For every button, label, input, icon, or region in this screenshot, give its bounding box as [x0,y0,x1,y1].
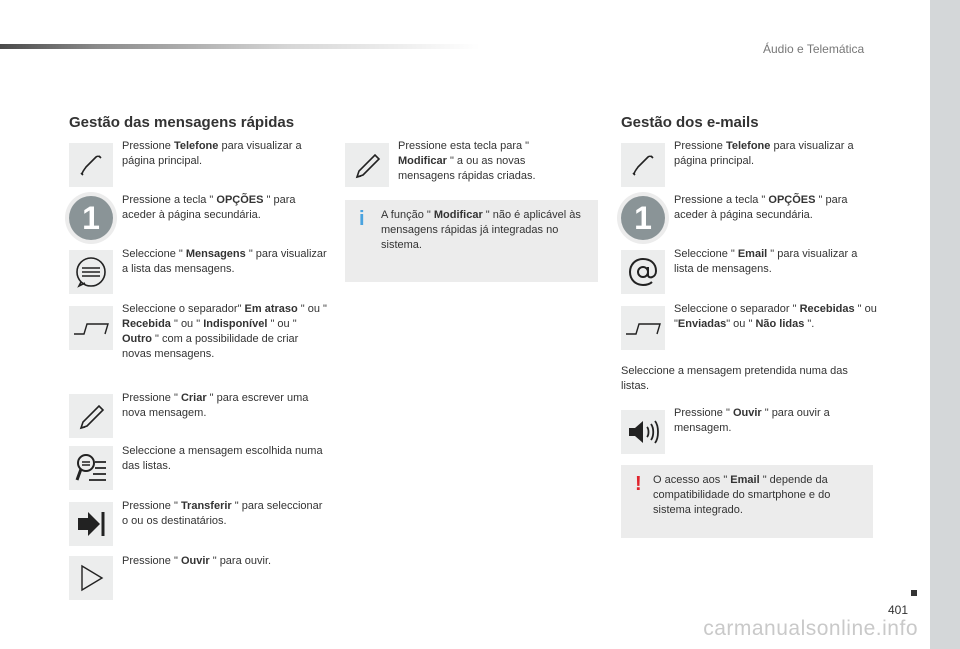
email-tab-icon [621,306,665,350]
right-step-3: Seleccione " Email " para visualizar a lista de mensagens. [674,248,858,275]
left-step-1: Pressione Telefone para visualizar a página principal. [122,140,302,167]
phone-icon [69,143,113,187]
section-title: Áudio e Telemática [763,42,865,56]
right-step-2: Pressione a tecla " OPÇÕES " para aceder à página secundária. [674,194,848,221]
number-1-badge: 1 [69,196,113,240]
right-title: Gestão dos e-mails [621,114,759,131]
tab-icon [69,306,113,350]
transfer-icon [69,502,113,546]
middle-step: Pressione esta tecla para " Modificar " a ou as novas mensagens rápidas criadas. [398,140,536,182]
right-plain-text: Seleccione a mensagem pretendida numa das listas. [621,365,848,392]
email-phone-icon [621,143,665,187]
modify-pencil-icon [345,143,389,187]
left-step-7: Pressione " Transferir " para seleccionar o ou os destinatários. [122,500,323,527]
page-marker [911,590,917,596]
right-step-5: Pressione " Ouvir " para ouvir a mensagem. [674,407,830,434]
right-step-1: Pressione Telefone para visualizar a página principal. [674,140,854,167]
info-note-text: A função " Modificar " não é aplicável às mensagens rápidas já integradas no sistema. [381,209,581,251]
pencil-icon [69,394,113,438]
left-step-4: Seleccione o separador" Em atraso " ou " Recebida " ou " Indisponível " ou " Outro " com a possibilidade de criar novas mensagens. [122,303,327,360]
info-note [345,200,598,282]
watermark: carmanualsonline.info [703,617,918,640]
select-list-icon [69,446,113,490]
play-icon [69,556,113,600]
warning-note-text: O acesso aos " Email " depende da compatibilidade do smartphone e do sistema integrado. [653,474,831,516]
left-step-6: Seleccione a mensagem escolhida numa das listas. [122,445,323,472]
left-step-2: Pressione a tecla " OPÇÕES " para aceder à página secundária. [122,194,296,221]
page-number: 401 [887,603,908,617]
messages-icon [69,250,113,294]
number-1-badge-right: 1 [621,196,665,240]
left-step-8: Pressione " Ouvir " para ouvir. [122,555,272,567]
warning-icon: ! [635,473,642,495]
left-step-5: Pressione " Criar " para escrever uma nova mensagem. [122,392,309,419]
left-step-3: Seleccione " Mensagens " para visualizar a lista das mensagens. [122,248,327,275]
side-strip [930,0,960,649]
warning-note [621,465,873,538]
email-at-icon [621,250,665,294]
right-step-4: Seleccione o separador " Recebidas " ou "Enviadas" ou " Não lidas ". [674,303,877,330]
info-icon: i [359,208,365,230]
speaker-icon [621,410,665,454]
left-title: Gestão das mensagens rápidas [69,114,295,131]
header-gradient-bar [0,44,480,49]
